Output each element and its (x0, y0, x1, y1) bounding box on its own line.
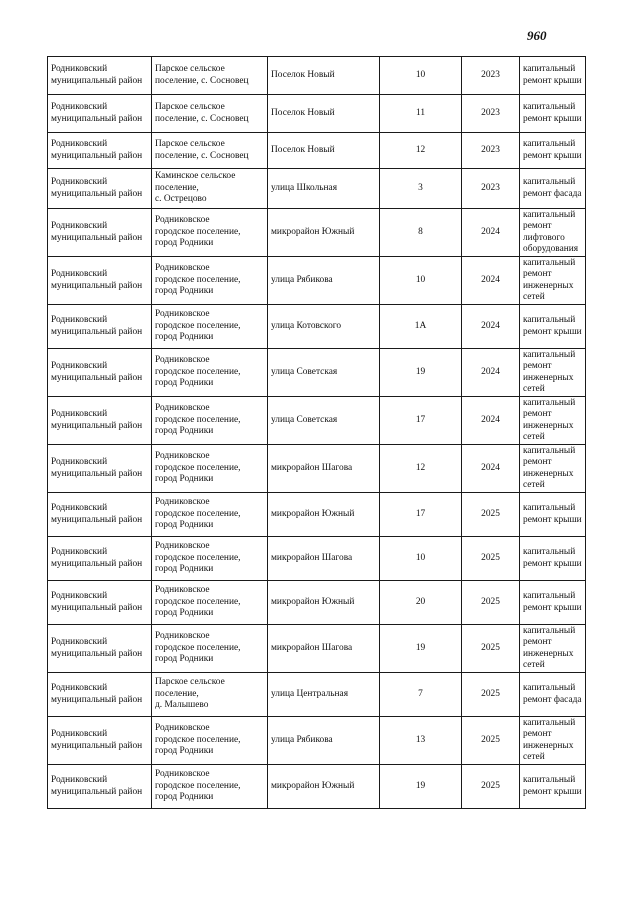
settlement-cell-line: город Родники (155, 792, 214, 803)
work-type-cell-line: сетей (523, 480, 545, 490)
work-type-cell-line: ремонт крыши (523, 150, 582, 161)
settlement-cell-line: Родниковское (155, 451, 210, 462)
settlement-cell-line: город Родники (155, 238, 214, 249)
house-number-cell: 1А (380, 305, 462, 349)
settlement-cell (152, 493, 268, 537)
house-number-cell: 19 (380, 349, 462, 397)
district-cell: Родниковский муниципальный район (48, 305, 152, 349)
street-cell: улица Советская (268, 397, 380, 445)
work-type-cell-line: капитальный (523, 64, 576, 74)
district-cell: Родниковский муниципальный район (48, 493, 152, 537)
street-cell: микрорайон Южный (268, 493, 380, 537)
year-cell: 2025 (462, 493, 520, 537)
work-type-cell-line: ремонт (523, 729, 552, 739)
work-type-cell (520, 57, 586, 95)
settlement-cell-line: город Родники (155, 746, 214, 757)
settlement-cell-line: город Родники (155, 608, 214, 619)
settlement-cell-line: город Родники (155, 564, 214, 575)
house-number-cell: 10 (380, 537, 462, 581)
house-number-cell: 10 (380, 257, 462, 305)
table-row (48, 133, 586, 169)
table-row (48, 625, 586, 673)
settlement-cell-line: поселение, (155, 182, 199, 193)
work-type-cell-line: сетей (523, 432, 545, 442)
street-cell: Поселок Новый (268, 95, 380, 133)
work-type-cell-line: инженерных (523, 648, 574, 659)
district-cell: Родниковский муниципальный район (48, 95, 152, 133)
settlement-cell-line: с. Острецово (155, 194, 207, 205)
work-type-cell-line: ремонт (523, 637, 552, 647)
work-type-cell-line: ремонт (523, 409, 552, 419)
settlement-cell-line: городское поселение, (155, 596, 241, 607)
page-number: 960 (527, 28, 547, 43)
work-type-cell-line: капитальный (523, 315, 576, 325)
settlement-cell-line: Родниковское (155, 723, 210, 734)
work-type-cell-line: инженерных (523, 280, 574, 291)
street-cell: улица Рябикова (268, 717, 380, 765)
work-type-cell-line: капитальный (523, 775, 576, 785)
year-cell: 2024 (462, 257, 520, 305)
work-type-cell (520, 349, 586, 397)
house-number-cell: 12 (380, 445, 462, 493)
settlement-cell-line: город Родники (155, 378, 214, 389)
work-type-cell-line: капитальный (523, 547, 576, 557)
settlement-cell-line: поселение, с. Сосновец (155, 113, 249, 124)
settlement-cell-line: поселение, (155, 688, 199, 699)
table-row (48, 349, 586, 397)
street-cell: улица Советская (268, 349, 380, 397)
work-type-cell-line: инженерных (523, 468, 574, 479)
settlement-cell (152, 57, 268, 95)
district-cell: Родниковский муниципальный район (48, 57, 152, 95)
street-cell: микрорайон Южный (268, 765, 380, 809)
settlement-cell (152, 397, 268, 445)
table-row (48, 717, 586, 765)
year-cell: 2025 (462, 581, 520, 625)
work-type-cell-line: оборудования (523, 244, 579, 254)
work-type-cell-line: ремонт крыши (523, 602, 582, 613)
work-type-cell (520, 673, 586, 717)
house-number-cell: 17 (380, 397, 462, 445)
work-type-cell-line: ремонт (523, 269, 552, 279)
settlement-cell-line: городское поселение, (155, 414, 241, 425)
repair-schedule-table (47, 56, 586, 809)
work-type-cell-line: капитальный (523, 683, 576, 693)
work-type-cell-line: капитальный (523, 591, 576, 601)
house-number-cell: 20 (380, 581, 462, 625)
table-body (48, 57, 586, 809)
district-cell: Родниковский муниципальный район (48, 257, 152, 305)
house-number-cell: 12 (380, 133, 462, 169)
year-cell: 2024 (462, 305, 520, 349)
work-type-cell-line: инженерных (523, 420, 574, 431)
table-row (48, 445, 586, 493)
settlement-cell-line: городское поселение, (155, 642, 241, 653)
work-type-cell-line: капитальный (523, 102, 576, 112)
settlement-cell-line: городское поселение, (155, 274, 241, 285)
table-row (48, 209, 586, 257)
table-row (48, 257, 586, 305)
settlement-cell-line: Родниковское (155, 497, 210, 508)
work-type-cell-line: ремонт (523, 457, 552, 467)
work-type-cell-line: капитальный (523, 349, 576, 360)
house-number-cell: 10 (380, 57, 462, 95)
work-type-cell-line: капитальный (523, 503, 576, 513)
settlement-cell (152, 537, 268, 581)
district-cell: Родниковский муниципальный район (48, 581, 152, 625)
settlement-cell-line: городское поселение, (155, 320, 241, 331)
work-type-cell-line: капитальный (523, 177, 576, 187)
year-cell: 2023 (462, 57, 520, 95)
work-type-cell (520, 537, 586, 581)
settlement-cell-line: город Родники (155, 332, 214, 343)
settlement-cell-line: Родниковское (155, 585, 210, 596)
work-type-cell (520, 397, 586, 445)
year-cell: 2025 (462, 673, 520, 717)
settlement-cell (152, 209, 268, 257)
work-type-cell-line: ремонт крыши (523, 558, 582, 569)
table-row (48, 765, 586, 809)
year-cell: 2025 (462, 537, 520, 581)
work-type-cell-line: сетей (523, 752, 545, 762)
district-cell: Родниковский муниципальный район (48, 445, 152, 493)
settlement-cell-line: городское поселение, (155, 508, 241, 519)
settlement-cell-line: город Родники (155, 426, 214, 437)
district-cell: Родниковский муниципальный район (48, 625, 152, 673)
work-type-cell-line: ремонт крыши (523, 326, 582, 337)
work-type-cell-line: капитальный (523, 625, 576, 636)
settlement-cell-line: Парское сельское (155, 677, 225, 688)
work-type-cell-line: сетей (523, 292, 545, 302)
settlement-cell-line: городское поселение, (155, 226, 241, 237)
year-cell: 2023 (462, 169, 520, 209)
house-number-cell: 8 (380, 209, 462, 257)
district-cell: Родниковский муниципальный район (48, 349, 152, 397)
settlement-cell (152, 673, 268, 717)
table-row (48, 57, 586, 95)
settlement-cell-line: Родниковское (155, 263, 210, 274)
work-type-cell (520, 95, 586, 133)
settlement-cell (152, 445, 268, 493)
work-type-cell-line: сетей (523, 384, 545, 394)
street-cell: микрорайон Шагова (268, 445, 380, 493)
year-cell: 2023 (462, 95, 520, 133)
work-type-cell (520, 765, 586, 809)
district-cell: Родниковский муниципальный район (48, 209, 152, 257)
street-cell: микрорайон Южный (268, 581, 380, 625)
year-cell: 2025 (462, 717, 520, 765)
year-cell: 2025 (462, 625, 520, 673)
settlement-cell-line: Парское сельское (155, 139, 225, 149)
settlement-cell-line: поселение, с. Сосновец (155, 150, 249, 161)
house-number-cell: 19 (380, 625, 462, 673)
settlement-cell-line: город Родники (155, 286, 214, 297)
year-cell: 2024 (462, 349, 520, 397)
settlement-cell-line: город Родники (155, 520, 214, 531)
table-row (48, 493, 586, 537)
table-row (48, 305, 586, 349)
work-type-cell (520, 717, 586, 765)
settlement-cell-line: городское поселение, (155, 552, 241, 563)
settlement-cell-line: город Родники (155, 474, 214, 485)
settlement-cell-line: город Родники (155, 654, 214, 665)
work-type-cell-line: капитальный (523, 209, 576, 220)
house-number-cell: 7 (380, 673, 462, 717)
settlement-cell-line: Родниковское (155, 631, 210, 642)
work-type-cell (520, 305, 586, 349)
work-type-cell-line: ремонт крыши (523, 786, 582, 797)
year-cell: 2024 (462, 209, 520, 257)
settlement-cell-line: д. Малышево (155, 700, 209, 711)
house-number-cell: 17 (380, 493, 462, 537)
settlement-cell-line: Родниковское (155, 355, 210, 366)
house-number-cell: 11 (380, 95, 462, 133)
street-cell: улица Рябикова (268, 257, 380, 305)
settlement-cell-line: Родниковское (155, 769, 210, 780)
district-cell: Родниковский муниципальный район (48, 397, 152, 445)
district-cell: Родниковский муниципальный район (48, 717, 152, 765)
work-type-cell (520, 581, 586, 625)
district-cell: Родниковский муниципальный район (48, 133, 152, 169)
street-cell: Поселок Новый (268, 133, 380, 169)
settlement-cell-line: Родниковское (155, 541, 210, 552)
settlement-cell-line: городское поселение, (155, 366, 241, 377)
settlement-cell-line: городское поселение, (155, 734, 241, 745)
street-cell: Поселок Новый (268, 57, 380, 95)
work-type-cell-line: капитальный (523, 257, 576, 268)
work-type-cell-line: сетей (523, 660, 545, 670)
house-number-cell: 13 (380, 717, 462, 765)
settlement-cell-line: городское поселение, (155, 462, 241, 473)
district-cell: Родниковский муниципальный район (48, 765, 152, 809)
settlement-cell-line: Каминское сельское (155, 171, 236, 182)
settlement-cell-line: Родниковское (155, 403, 210, 414)
work-type-cell-line: капитальный (523, 397, 576, 408)
work-type-cell-line: ремонт крыши (523, 514, 582, 525)
settlement-cell (152, 257, 268, 305)
house-number-cell: 19 (380, 765, 462, 809)
work-type-cell (520, 257, 586, 305)
work-type-cell-line: лифтового (523, 232, 565, 243)
work-type-cell-line: ремонт крыши (523, 113, 582, 124)
work-type-cell-line: ремонт фасада (523, 694, 582, 705)
street-cell: улица Школьная (268, 169, 380, 209)
settlement-cell (152, 169, 268, 209)
table-row (48, 397, 586, 445)
work-type-cell-line: инженерных (523, 372, 574, 383)
table-row (48, 169, 586, 209)
settlement-cell-line: поселение, с. Сосновец (155, 75, 249, 86)
settlement-cell (152, 581, 268, 625)
work-type-cell-line: капитальный (523, 445, 576, 456)
street-cell: микрорайон Шагова (268, 537, 380, 581)
settlement-cell (152, 349, 268, 397)
settlement-cell (152, 625, 268, 673)
work-type-cell (520, 625, 586, 673)
work-type-cell-line: ремонт (523, 221, 552, 231)
settlement-cell-line: Парское сельское (155, 64, 225, 74)
work-type-cell-line: ремонт крыши (523, 75, 582, 86)
settlement-cell (152, 95, 268, 133)
work-type-cell-line: капитальный (523, 139, 576, 149)
table-row (48, 673, 586, 717)
work-type-cell (520, 169, 586, 209)
settlement-cell-line: городское поселение, (155, 780, 241, 791)
work-type-cell (520, 209, 586, 257)
table-row (48, 581, 586, 625)
settlement-cell (152, 717, 268, 765)
year-cell: 2024 (462, 397, 520, 445)
settlement-cell-line: Родниковское (155, 309, 210, 320)
settlement-cell-line: Родниковское (155, 215, 210, 226)
year-cell: 2023 (462, 133, 520, 169)
work-type-cell-line: ремонт (523, 361, 552, 371)
table-row (48, 537, 586, 581)
street-cell: улица Котовского (268, 305, 380, 349)
work-type-cell-line: инженерных (523, 740, 574, 751)
year-cell: 2025 (462, 765, 520, 809)
street-cell: микрорайон Шагова (268, 625, 380, 673)
work-type-cell (520, 133, 586, 169)
settlement-cell (152, 133, 268, 169)
year-cell: 2024 (462, 445, 520, 493)
settlement-cell (152, 305, 268, 349)
house-number-cell: 3 (380, 169, 462, 209)
work-type-cell (520, 445, 586, 493)
street-cell: улица Центральная (268, 673, 380, 717)
district-cell: Родниковский муниципальный район (48, 169, 152, 209)
work-type-cell-line: капитальный (523, 717, 576, 728)
settlement-cell-line: Парское сельское (155, 102, 225, 112)
work-type-cell-line: ремонт фасада (523, 188, 582, 199)
district-cell: Родниковский муниципальный район (48, 537, 152, 581)
work-type-cell (520, 493, 586, 537)
street-cell: микрорайон Южный (268, 209, 380, 257)
table-row (48, 95, 586, 133)
settlement-cell (152, 765, 268, 809)
district-cell: Родниковский муниципальный район (48, 673, 152, 717)
